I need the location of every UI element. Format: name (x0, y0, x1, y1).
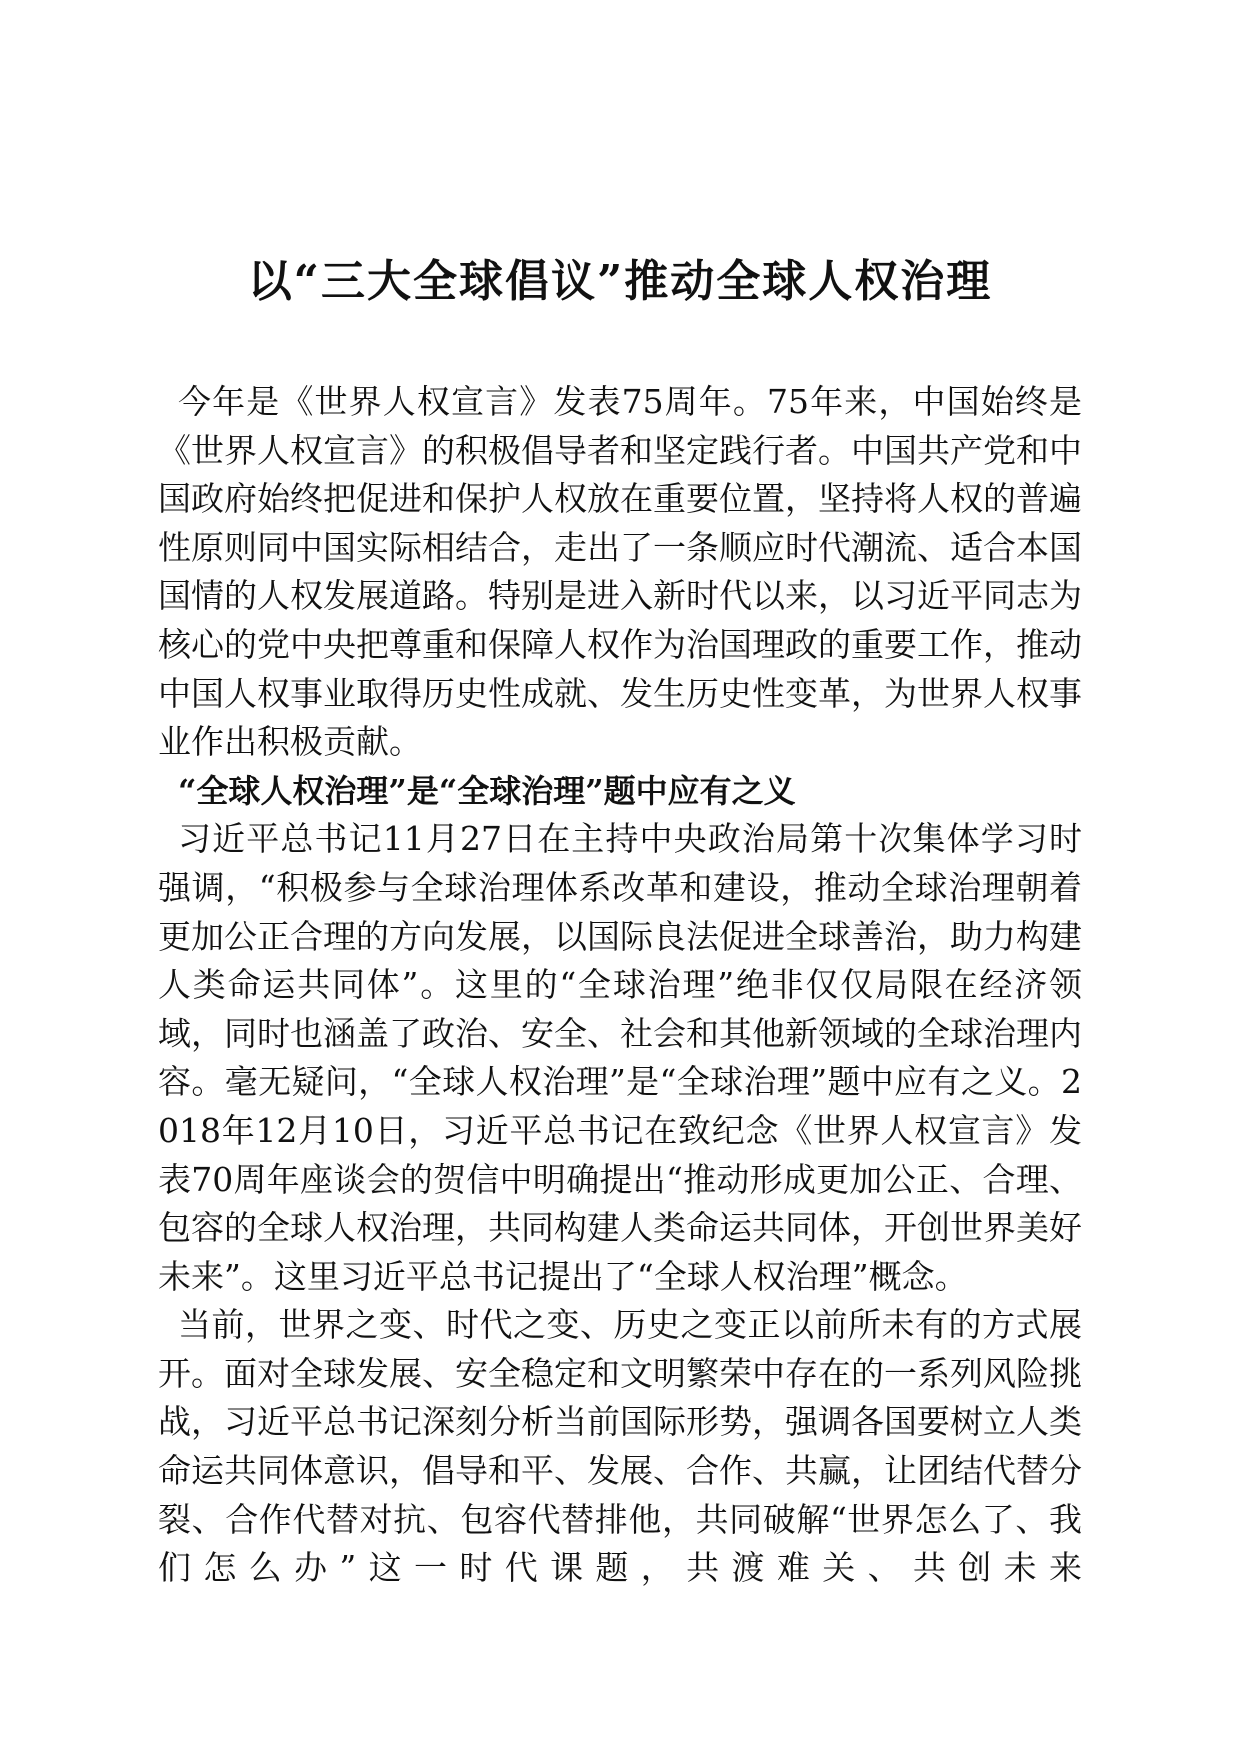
section-paragraph-1: 习近平总书记11月27日在主持中央政治局第十次集体学习时强调，“积极参与全球治理体系改革和建设，推动全球治理朝着更加公正合理的方向发展，以国际良法促进全球善治，助力构建人类命运共同体”。这里的“全球治理”绝非仅仅局限在经济领域，同时也涵盖了政治、安全、社会和其他新领域的全球治理内容。毫无疑问，“全球人权治理”是“全球治理”题中应有之义。2018年12月10日，习近平总书记在致纪念《世界人权宣言》发表70周年座谈会的贺信中明确提出“推动形成更加公正、合理、包容的全球人权治理，共同构建人类命运共同体，开创世界美好未来”。这里习近平总书记提出了“全球人权治理”概念。 (158, 819, 1082, 1296)
section-heading: “全球人权治理”是“全球治理”题中应有之义 (178, 771, 796, 810)
document-body (158, 378, 1082, 1593)
section-paragraph-2: 当前，世界之变、时代之变、历史之变正以前所未有的方式展开。面对全球发展、安全稳定和文明繁荣中存在的一系列风险挑战，习近平总书记深刻分析当前国际形势，强调各国要树立人类命运共同体意识，倡导和平、发展、合作、共赢，让团结代替分裂、合作代替对抗、包容代替排他，共同破解“世界怎么了、我们怎么办”这一时代课题，共渡难关、共创未来 (158, 1305, 1082, 1588)
intro-paragraph: 今年是《世界人权宣言》发表75周年。75年来，中国始终是《世界人权宣言》的积极倡导者和坚定践行者。中国共产党和中国政府始终把促进和保护人权放在重要位置，坚持将人权的普遍性原则同中国实际相结合，走出了一条顺应时代潮流、适合本国国情的人权发展道路。特别是进入新时代以来，以习近平同志为核心的党中央把尊重和保障人权作为治国理政的重要工作，推动中国人权事业取得历史性成就、发生历史性变革，为世界人权事业作出积极贡献。 (158, 382, 1082, 762)
document-title: 以“三大全球倡议”推动全球人权治理 (247, 256, 993, 307)
